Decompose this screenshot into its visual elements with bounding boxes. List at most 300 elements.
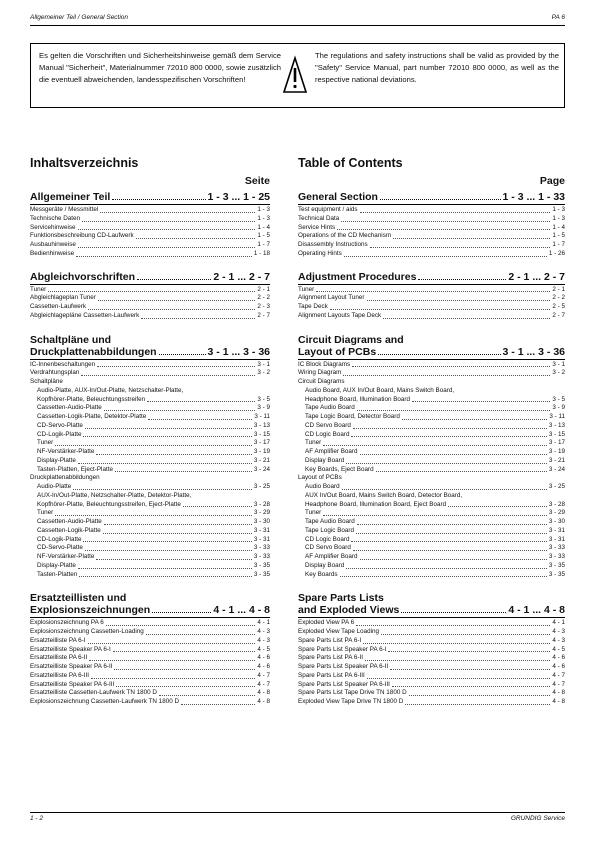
warning-triangle-icon <box>282 55 308 95</box>
toc-entry <box>298 439 565 448</box>
dot-leader <box>357 524 547 525</box>
toc-entry <box>30 232 270 241</box>
toc-entry <box>30 396 270 405</box>
section-page-range: 1 - 3 ... 1 - 33 <box>502 191 565 203</box>
toc-entry-text: Abgleichlagepläne Cassetten-Laufwerk <box>30 311 140 319</box>
toc-entry <box>30 294 270 303</box>
toc-entry <box>298 206 565 215</box>
dot-leader <box>357 410 551 411</box>
toc-entry-page: 3 - 33 <box>548 553 565 560</box>
dot-leader <box>103 533 252 534</box>
dot-leader <box>383 318 550 319</box>
toc-entry-page: 4 - 7 <box>257 671 270 679</box>
toc-entry <box>298 215 565 224</box>
toc-entry <box>30 501 270 510</box>
toc-entry-text: CD-Servo-Platte <box>37 544 83 552</box>
section-page-range: 4 - 1 ... 4 - 8 <box>213 604 270 617</box>
dot-leader <box>380 199 501 200</box>
toc-subheading <box>298 387 565 396</box>
dot-leader <box>390 669 550 670</box>
toc-entry-page: 3 - 33 <box>548 544 565 552</box>
dot-leader <box>353 550 547 551</box>
toc-entry-page: 2 - 1 <box>552 285 565 293</box>
toc-entry <box>30 689 270 698</box>
toc-entry-page: 2 - 7 <box>552 311 565 319</box>
toc-entry-page: 4 - 1 <box>552 619 565 627</box>
dot-leader <box>402 419 548 420</box>
dot-leader <box>365 660 550 661</box>
toc-entry <box>298 241 565 250</box>
toc-entry-text: Wiring Diagram <box>298 369 342 377</box>
dot-leader <box>141 318 255 319</box>
dot-leader <box>91 678 255 679</box>
toc-entry-text: Tuner <box>305 509 322 517</box>
toc-entry-text: IC-Innenbeschaltungen <box>30 360 96 368</box>
toc-entry <box>298 286 565 295</box>
dot-leader <box>136 238 256 239</box>
toc-entry-page: 3 - 13 <box>253 421 270 429</box>
toc-entry <box>298 646 565 655</box>
toc-entry-page: 1 - 4 <box>257 223 270 231</box>
page-header <box>30 14 565 21</box>
toc-entry <box>30 536 270 545</box>
toc-entry <box>298 518 565 527</box>
toc-entry-text: Operations of the CD Mechanism <box>298 232 392 240</box>
dot-leader <box>352 366 550 367</box>
toc-entry <box>30 457 270 466</box>
toc-entry-text: Key Boards, Eject Board <box>305 465 374 473</box>
toc-entry-page: 4 - 6 <box>552 663 565 670</box>
dot-leader <box>113 651 256 652</box>
section-page-range: 2 - 1 ... 2 - 7 <box>213 270 270 283</box>
section-rule <box>30 284 270 285</box>
dot-leader <box>159 354 206 355</box>
toc-entry <box>298 663 565 672</box>
toc-entry-text: Ersatzteilliste Speaker PA 6-III <box>30 680 115 688</box>
toc-entry <box>30 619 270 628</box>
dot-leader <box>148 419 252 420</box>
toc-entry-page: 3 - 24 <box>253 465 270 473</box>
toc-entry-text: Service Hints <box>298 223 336 231</box>
toc-title: Table of Contents <box>298 156 403 170</box>
toc-entry <box>30 206 270 215</box>
toc-entry-page: 3 - 17 <box>548 439 565 447</box>
toc-entry-page: 2 - 2 <box>257 294 270 302</box>
toc-entry-page: 3 - 25 <box>253 483 270 490</box>
toc-entry-page: 3 - 28 <box>548 500 565 508</box>
page-number: 1 - 2 <box>30 815 44 822</box>
section-heading-text: and Exploded Views <box>298 604 400 617</box>
toc-entry-text: Tasten-Platten, Eject-Platte <box>37 465 113 473</box>
toc-entry <box>30 361 270 370</box>
section-heading-text: Ersatzteillisten und <box>30 592 127 605</box>
toc-entry <box>298 483 565 492</box>
toc-entry <box>298 501 565 510</box>
toc-entry <box>30 628 270 637</box>
toc-entry <box>30 303 270 312</box>
toc-entry <box>30 646 270 655</box>
toc-entry-text: Tape Audio Board <box>305 518 355 525</box>
toc-entry-text: Display-Platte <box>37 561 76 569</box>
dot-leader <box>78 568 252 569</box>
toc-entry <box>298 369 565 378</box>
dot-leader <box>343 375 550 376</box>
dot-leader <box>342 489 547 490</box>
toc-english <box>298 156 565 707</box>
dot-leader <box>85 428 252 429</box>
section-heading-text: Druckplattenabbildungen <box>30 345 157 358</box>
toc-entry-text: AF Amplifier Board <box>305 448 358 455</box>
dot-leader <box>401 612 506 613</box>
dot-leader <box>181 704 255 705</box>
dot-leader <box>88 309 255 310</box>
toc-entry-text: Exploded View PA 6 <box>298 619 355 627</box>
section-spacer <box>30 321 270 334</box>
section-heading-line1 <box>30 592 270 604</box>
toc-entry-text: Kopfhörer-Platte, Beleuchtungsstreifen <box>37 395 146 403</box>
section-spacer <box>298 259 565 271</box>
toc-entry-text: Explosionszeichnung Cassetten-Loading <box>30 628 144 635</box>
dot-leader <box>96 454 252 455</box>
toc-entry <box>298 232 565 241</box>
toc-entry <box>30 312 270 321</box>
toc-entry-page: 3 - 31 <box>253 535 270 543</box>
toc-entry-text: Layout of PCBs <box>298 474 342 482</box>
dot-leader <box>97 366 255 367</box>
toc-entry-page: 3 - 2 <box>257 369 270 377</box>
toc-entry-page: 2 - 1 <box>257 285 270 293</box>
toc-entry <box>30 483 270 492</box>
dot-leader <box>351 436 546 437</box>
toc-entry <box>298 562 565 571</box>
toc-entry-text: Tuner <box>37 509 54 517</box>
toc-entry-text: Display Board <box>305 456 345 464</box>
toc-entry-page: 3 - 13 <box>548 421 565 429</box>
dot-leader <box>79 576 252 577</box>
header-model: PA 6 <box>551 14 565 21</box>
section-rule <box>30 204 270 205</box>
dot-leader <box>412 401 550 402</box>
toc-entry-page: 4 - 8 <box>552 689 565 697</box>
toc-entry-page: 3 - 35 <box>253 561 270 569</box>
toc-entry-text: CD-Servo-Platte <box>37 421 83 429</box>
toc-entry-page: 4 - 5 <box>257 645 270 653</box>
toc-entry-page: 3 - 15 <box>548 430 565 438</box>
header-rule <box>30 25 565 26</box>
toc-entry-text: Tasten-Platten <box>37 570 78 578</box>
section-page-range: 2 - 1 ... 2 - 7 <box>508 270 565 283</box>
toc-entry-page: 1 - 5 <box>552 232 565 240</box>
toc-entry <box>30 637 270 646</box>
toc-entry <box>30 439 270 448</box>
toc-entry-text: Verdrahtungsplan <box>30 369 80 377</box>
toc-entry-page: 3 - 5 <box>552 395 565 403</box>
toc-entry-text: Ausbauhinweise <box>30 241 76 248</box>
toc-entry-page: 4 - 3 <box>257 628 270 635</box>
toc-entry <box>298 654 565 663</box>
toc-entry-text: Servicehinweise <box>30 223 76 231</box>
toc-entry-text: Key Boards <box>305 570 338 578</box>
toc-entry-text: Tape Deck <box>298 303 328 310</box>
dot-leader <box>89 660 255 661</box>
dot-leader <box>82 221 255 222</box>
dot-leader <box>88 643 256 644</box>
toc-entry-text: NF-Verstärker-Platte <box>37 448 95 455</box>
toc-entry-text: Explosionszeichnung PA 6 <box>30 619 104 627</box>
toc-entry-page: 3 - 5 <box>257 395 270 403</box>
dot-leader <box>356 533 547 534</box>
toc-entry-page: 3 - 31 <box>253 526 270 534</box>
toc-entry-page: 4 - 1 <box>257 619 270 627</box>
toc-subheading <box>30 492 270 501</box>
toc-entry-page: 3 - 29 <box>548 509 565 517</box>
toc-entry-page: 3 - 19 <box>548 448 565 455</box>
toc-entry-text: Ersatzteilliste Speaker PA 6-II <box>30 663 113 670</box>
toc-entry <box>30 544 270 553</box>
section-heading-text: Allgemeiner Teil <box>30 191 111 203</box>
section-rule <box>298 617 565 618</box>
toc-entry-text: Headphone Board, Illumination Board, Eject Board <box>305 500 447 508</box>
safety-notice-english: The regulations and safety instructions shall be valid as provided by the "Safety" Service Manual, part number 72010 800 0000, as well as the respective national deviations. <box>315 51 559 84</box>
dot-leader <box>152 612 211 613</box>
section-heading-text: Explosionszeichnungen <box>30 604 151 617</box>
toc-entry-page: 3 - 30 <box>253 518 270 525</box>
toc-entry-text: Messgeräte / Messmittel <box>30 206 99 213</box>
toc-entry-text: Operating Hints <box>298 249 342 257</box>
dot-leader <box>112 199 205 200</box>
toc-entry-page: 3 - 9 <box>552 404 565 412</box>
toc-entry-text: AF Amplifier Board <box>305 553 358 560</box>
toc-entry-page: 4 - 7 <box>552 680 565 688</box>
toc-entry <box>298 571 565 580</box>
section-heading <box>298 346 565 358</box>
dot-leader <box>393 238 550 239</box>
section-page-range: 3 - 1 ... 3 - 36 <box>207 345 270 358</box>
toc-entry-page: 4 - 7 <box>552 671 565 679</box>
dot-leader <box>392 686 550 687</box>
dot-leader <box>381 634 550 635</box>
toc-subheading <box>298 378 565 387</box>
toc-entry <box>298 431 565 440</box>
toc-entry-text: Spare Parts List Tape Drive TN 1800 D <box>298 689 407 697</box>
toc-entry-text: Alignment Layouts Tape Deck <box>298 311 382 319</box>
toc-entry <box>30 448 270 457</box>
toc-entry-text: Druckplattenabbildungen <box>30 474 100 482</box>
page-column-label: Seite <box>244 175 270 187</box>
toc-entry <box>298 527 565 536</box>
toc-entry <box>30 518 270 527</box>
toc-entry <box>30 527 270 536</box>
toc-entry-page: 1 - 5 <box>257 232 270 240</box>
toc-entry <box>30 509 270 518</box>
toc-entry-page: 4 - 7 <box>257 680 270 688</box>
toc-entry <box>30 654 270 663</box>
toc-entry-page: 4 - 3 <box>552 636 565 644</box>
section-rule <box>298 204 565 205</box>
toc-entry-page: 1 - 3 <box>257 206 270 213</box>
section-heading <box>30 346 270 358</box>
toc-entry-text: Tape Logic Board, Detector Board <box>305 413 400 420</box>
toc-entry <box>298 672 565 681</box>
toc-entry <box>298 422 565 431</box>
toc-entry <box>298 628 565 637</box>
toc-entry <box>298 303 565 312</box>
toc-entry-page: 3 - 1 <box>257 360 270 368</box>
toc-entry-text: Display-Platte <box>37 456 76 464</box>
toc-german <box>30 156 270 707</box>
dot-leader <box>73 489 252 490</box>
section-heading-text: General Section <box>298 191 378 203</box>
dot-leader <box>115 471 252 472</box>
toc-entry-text: CD Logic Board <box>305 535 350 543</box>
toc-entry <box>298 536 565 545</box>
toc-entry-text: Audio-Platte <box>37 483 72 490</box>
section-heading-text: Schaltpläne und <box>30 333 112 346</box>
toc-entry-page: 1 - 3 <box>552 206 565 213</box>
toc-entry-text: Tape Audio Board <box>305 404 355 412</box>
toc-entry <box>30 672 270 681</box>
toc-entry-text: Cassetten-Logik-Platte <box>37 526 101 534</box>
toc-entry-text: Disassembly Instructions <box>298 241 368 248</box>
dot-leader <box>147 401 255 402</box>
toc-entry-page: 1 - 26 <box>548 249 565 257</box>
toc-entry <box>298 544 565 553</box>
toc-entry-text: Display Board <box>305 561 345 569</box>
toc-entry-text: Cassetten-Logik-Platte, Detektor-Platte <box>37 413 147 420</box>
toc-entry-text: CD Logic Board <box>305 430 350 438</box>
toc-entry-page: 4 - 8 <box>257 689 270 697</box>
dot-leader <box>418 279 506 280</box>
toc-entry-page: 1 - 7 <box>257 241 270 248</box>
dot-leader <box>96 559 252 560</box>
safety-notice-german: Es gelten die Vorschriften und Sicherheitshinweise gemäß dem Service Manual "Sicherheit", Materialnummer 72010 800 0000, sowie zusätzlich die eventuell abweichenden, landesspezifischen Vorschriften! <box>39 51 281 84</box>
toc-entry-page: 3 - 35 <box>253 570 270 578</box>
toc-entry-page: 3 - 31 <box>548 526 565 534</box>
dot-leader <box>360 559 547 560</box>
section-spacer <box>30 579 270 592</box>
dot-leader <box>183 506 252 507</box>
section-heading-text: Layout of PCBs <box>298 345 377 358</box>
toc-entry-page: 3 - 35 <box>548 561 565 569</box>
toc-entry-text: Test equipment / aids <box>298 206 358 213</box>
toc-subheading <box>298 492 565 501</box>
dot-leader <box>106 625 256 626</box>
section-rule <box>30 617 270 618</box>
dot-leader <box>346 568 547 569</box>
toc-entry <box>298 448 565 457</box>
toc-entry-text: Ersatzteilliste PA 6-II <box>30 654 88 662</box>
toc-entry-page: 1 - 3 <box>552 214 565 222</box>
toc-entry-page: 3 - 2 <box>552 369 565 377</box>
toc-entry-text: IC Block Diagrams <box>298 360 351 368</box>
dot-leader <box>360 212 551 213</box>
page-footer <box>30 815 565 822</box>
dot-leader <box>114 669 255 670</box>
toc-entry-text: Spare Parts List PA 6-III <box>298 671 365 679</box>
dot-leader <box>409 695 551 696</box>
toc-entry-text: Spare Parts List PA 6-II <box>298 654 363 662</box>
dot-leader <box>346 463 547 464</box>
dot-leader <box>363 643 550 644</box>
toc-entry-text: AUX-In/Out-Platte, Netzschalter-Platte, Detektor-Platte, <box>37 491 192 499</box>
toc-subheading <box>30 387 270 396</box>
section-heading <box>30 191 270 203</box>
toc-entry-text: CD Servo Board <box>305 544 351 552</box>
toc-entry <box>298 689 565 698</box>
section-heading-text: Adjustment Procedures <box>298 270 417 283</box>
section-heading-text: Spare Parts Lists <box>298 592 384 605</box>
dot-leader <box>48 291 255 292</box>
toc-entry <box>298 457 565 466</box>
dot-leader <box>100 212 255 213</box>
toc-entry-page: 1 - 18 <box>253 249 270 257</box>
dot-leader <box>367 678 551 679</box>
dot-leader <box>159 695 255 696</box>
toc-entry-text: Tuner <box>30 285 47 293</box>
toc-entry-text: Cassetten-Audio-Platte <box>37 404 102 412</box>
section-heading-text: Circuit Diagrams and <box>298 333 404 346</box>
toc-entry <box>298 250 565 259</box>
dot-leader <box>78 229 256 230</box>
toc-entry-text: AUX In/Out Board, Mains Switch Board, Detector Board, <box>305 491 463 499</box>
dot-leader <box>340 576 547 577</box>
toc-entry-page: 4 - 3 <box>552 628 565 635</box>
header-section-title: Allgemeiner Teil / General Section <box>30 14 129 21</box>
section-rule <box>298 359 565 360</box>
dot-leader <box>55 445 252 446</box>
toc-entry-page: 3 - 31 <box>548 535 565 543</box>
toc-entry-text: Spare Parts List PA 6-I <box>298 636 362 644</box>
toc-entry <box>30 286 270 295</box>
toc-entry-text: Ersatzteilliste PA 6-I <box>30 636 86 644</box>
section-heading-line1 <box>30 334 270 346</box>
dot-leader <box>356 625 550 626</box>
dot-leader <box>83 436 251 437</box>
toc-entry-text: Cassetten-Laufwerk <box>30 303 86 310</box>
toc-entry-text: Audio Board <box>305 483 340 490</box>
toc-entry-text: Abgleichlageplan Tuner <box>30 294 96 302</box>
toc-entry-text: Exploded View Tape Loading <box>298 628 379 635</box>
toc-entry-page: 4 - 5 <box>552 645 565 653</box>
page-column-label: Page <box>539 175 565 187</box>
section-heading <box>30 604 270 616</box>
toc-entry-page: 3 - 21 <box>548 456 565 464</box>
section-spacer <box>298 321 565 334</box>
toc-entry-page: 2 - 2 <box>552 294 565 302</box>
toc-entry-text: Funktionsbeschreibung CD-Laufwerk <box>30 232 134 240</box>
section-heading <box>30 271 270 283</box>
toc-entry <box>298 698 565 707</box>
dot-leader <box>316 291 550 292</box>
dot-leader <box>78 247 256 248</box>
dot-leader <box>370 247 551 248</box>
dot-leader <box>337 229 550 230</box>
dot-leader <box>98 300 256 301</box>
toc-entry-page: 3 - 11 <box>254 413 270 420</box>
dot-leader <box>76 256 252 257</box>
toc-entry-text: Exploded View Tape Drive TN 1800 D <box>298 698 404 705</box>
toc-entry <box>298 637 565 646</box>
toc-entry <box>298 312 565 321</box>
dot-leader <box>104 410 256 411</box>
toc-entry-text: Technical Data <box>298 214 340 222</box>
dot-leader <box>323 445 547 446</box>
toc-entry-text: Headphone Board, Illumination Board <box>305 395 411 403</box>
footer-brand: GRUNDIG Service <box>510 815 565 822</box>
toc-entry-text: CD Servo Board <box>305 421 351 429</box>
dot-leader <box>104 524 252 525</box>
toc-entry-page: 4 - 6 <box>552 654 565 662</box>
